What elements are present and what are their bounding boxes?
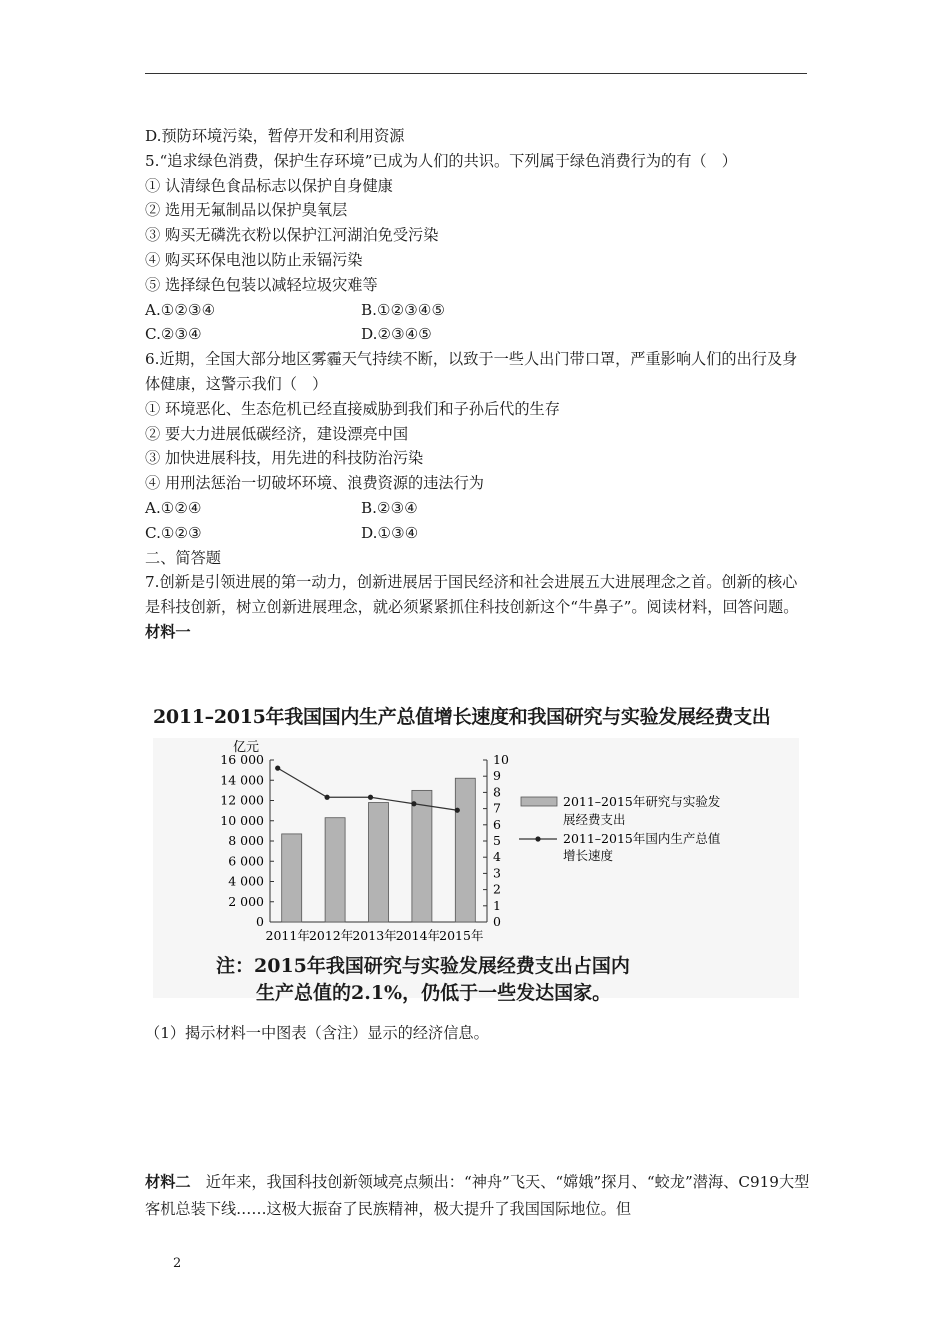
y-tick-label-right: 1 [493, 897, 501, 913]
legend-line-label-2: 增长速度 [563, 848, 614, 863]
q5-item-3: ③ 购买无磷洗衣粉以保护江河湖泊免受污染 [145, 226, 439, 245]
bar [282, 834, 302, 922]
gdp-growth-point [275, 766, 280, 771]
q6-options-row-1 [145, 496, 810, 521]
x-tick-label: 2014年 [395, 928, 441, 943]
y-axis-left-unit: 亿元 [233, 740, 260, 755]
q7-stem: 7.创新是引领进展的第一动力，创新进展居于国民经济和社会进展五大进展理念之首。创新的核心是科技创新，树立创新进展理念，就必须紧紧抓住科技创新这个“牛鼻子”。阅读材料，回答问题。 [145, 573, 799, 617]
x-tick-label: 2012年 [308, 928, 354, 943]
y-tick-label-left: 14 000 [220, 772, 264, 788]
sub-question-1: （1）揭示材料一中图表（含注）显示的经济信息。 [145, 1024, 489, 1042]
q5-options-row-2 [145, 322, 810, 347]
y-tick-label-right: 10 [493, 752, 509, 767]
gdp-growth-point [411, 801, 416, 806]
q6-option-c: C.①②③ [145, 523, 202, 542]
q6-item-3: ③ 加快进展科技，用先进的科技防治污染 [145, 449, 424, 468]
y-tick-label-right: 7 [493, 800, 501, 816]
y-tick-label-left: 0 [256, 914, 264, 929]
y-tick-label-right: 5 [493, 833, 501, 848]
bar [369, 803, 389, 922]
x-tick-label: 2015年 [439, 928, 484, 943]
material-2-text: 近年来，我国科技创新领域亮点频出：“神舟”飞天、“嫦娥”探月、“蛟龙”潜海、C919大型客机总装下线……这极大振奋了民族精神，极大提升了我国国际地位。但 [145, 1173, 810, 1218]
y-tick-label-left: 2 000 [228, 893, 264, 909]
q5-stem: 5.“追求绿色消费，保护生存环境”已成为人们的共识。下列属于绿色消费行为的有（ ） [145, 151, 737, 170]
q6-option-d: D.①③④ [361, 523, 419, 542]
y-tick-label-right: 6 [493, 816, 501, 832]
y-tick-label-right: 4 [493, 849, 501, 865]
material-1-label: 材料一 [145, 622, 191, 641]
q5-item-4: ④ 购买环保电池以防止汞镉污染 [145, 250, 363, 269]
q5-item-2: ② 选用无氟制品以保护臭氧层 [145, 201, 348, 220]
y-tick-label-right: 0 [493, 914, 501, 929]
q5-option-a: A.①②③④ [145, 300, 216, 319]
q6-option-b: B.②③④ [361, 498, 418, 517]
y-tick-label-right: 2 [493, 881, 501, 897]
q5-option-d: D.②③④⑤ [361, 325, 432, 344]
y-tick-label-right: 3 [493, 865, 501, 881]
legend-line-marker [535, 836, 540, 841]
gdp-growth-point [455, 808, 460, 813]
option-d-line: D.预防环境污染，暂停开发和利用资源 [145, 127, 405, 145]
bar [412, 790, 432, 922]
y-tick-label-left: 8 000 [228, 833, 264, 848]
legend-bar-label-2: 展经费支出 [563, 812, 626, 827]
y-tick-label-left: 4 000 [228, 873, 264, 889]
question-body [145, 124, 810, 645]
x-tick-label: 2013年 [352, 928, 397, 943]
q6-item-4: ④ 用刑法惩治一切破坏环境、浪费资源的违法行为 [145, 474, 484, 493]
y-tick-label-left: 12 000 [220, 792, 264, 808]
material-2-label: 材料二 [145, 1173, 191, 1191]
bar [455, 778, 475, 922]
q6-option-a: A.①②④ [145, 498, 202, 517]
chart-title: 2011–2015年我国国内生产总值增长速度和我国研究与实验发展经费支出 [153, 706, 771, 728]
q5-item-1: ① 认清绿色食品标志以保护自身健康 [145, 176, 393, 195]
bar [325, 818, 345, 922]
section-heading: 二、简答题 [145, 548, 221, 567]
note-line-1: 注：2015年我国研究与实验发展经费支出占国内 [216, 955, 630, 977]
q5-option-b: B.①②③④⑤ [361, 300, 446, 319]
q5-option-c: C.②③④ [145, 325, 202, 344]
note-line-2: 生产总值的2.1%，仍低于一些发达国家。 [256, 982, 612, 1004]
q5-options-row-1 [145, 298, 810, 323]
x-tick-label: 2011年 [265, 928, 310, 943]
q5-item-5: ⑤ 选择绿色包装以减轻垃圾灾难等 [145, 275, 378, 294]
page-number: 2 [173, 1256, 182, 1271]
y-tick-label-left: 6 000 [228, 853, 264, 869]
chart-note [216, 953, 630, 1007]
q6-item-2: ② 要大力进展低碳经济，建设漂亮中国 [145, 424, 409, 443]
material-2 [145, 1169, 810, 1223]
gdp-growth-point [368, 795, 373, 800]
q6-item-1: ① 环境恶化、生态危机已经直接威胁到我们和子孙后代的生存 [145, 399, 560, 418]
y-tick-label-right: 8 [493, 784, 501, 800]
legend-bar-label-1: 2011–2015年研究与实验发 [563, 794, 721, 809]
y-tick-label-right: 9 [493, 768, 501, 784]
header-rule [145, 73, 807, 74]
q6-stem: 6.近期，全国大部分地区雾霾天气持续不断，以致于一些人出门带口罩，严重影响人们的出行及身体健康，这警示我们（ ） [145, 350, 798, 393]
q6-options-row-2 [145, 521, 810, 546]
legend-line-label-1: 2011–2015年国内生产总值 [563, 831, 721, 846]
gdp-growth-point [325, 795, 330, 800]
y-tick-label-left: 16 000 [220, 752, 264, 767]
legend-bar-swatch [521, 797, 557, 806]
y-tick-label-left: 10 000 [220, 812, 264, 828]
